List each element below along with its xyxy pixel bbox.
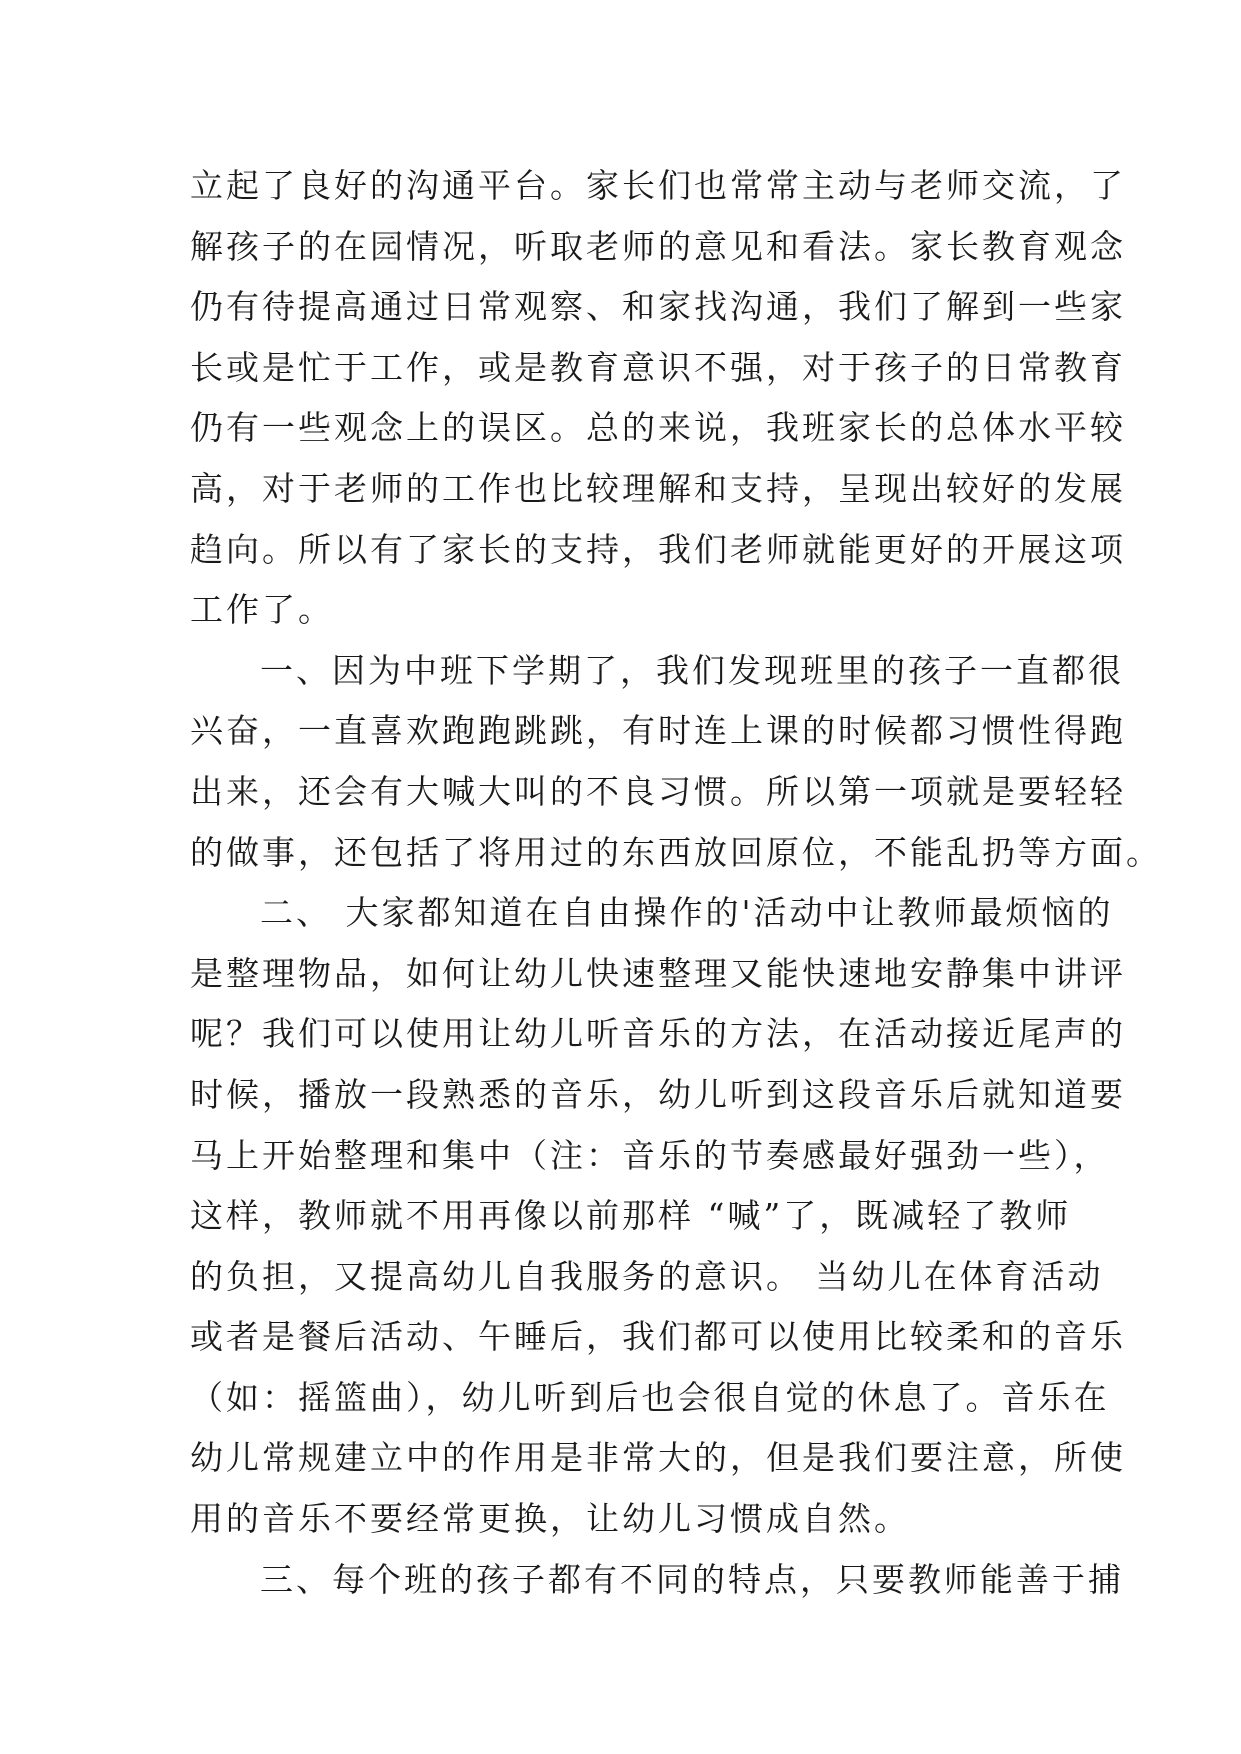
text-line: 高，对于老师的工作也比较理解和支持，呈现出较好的发展 (190, 468, 1126, 508)
text-line: 这样，教师就不用再像以前那样 “喊”了，既减轻了教师 (190, 1196, 1072, 1236)
paragraph-first-line: 二、 大家都知道在自由操作的'活动中让教师最烦恼的 (260, 893, 1114, 933)
text-line: 解孩子的在园情况，听取老师的意见和看法。家长教育观念 (190, 226, 1126, 266)
text-line: 趋向。所以有了家长的支持，我们老师就能更好的开展这项 (190, 529, 1126, 569)
paragraph-first-line: 一、因为中班下学期了，我们发现班里的孩子一直都很 (260, 650, 1124, 690)
text-line: 用的音乐不要经常更换，让幼儿习惯成自然。 (190, 1499, 910, 1539)
text-line: 的负担，又提高幼儿自我服务的意识。 当幼儿在体育活动 (190, 1256, 1104, 1296)
paragraph-first-line: 三、每个班的孩子都有不同的特点，只要教师能善于捕 (260, 1559, 1124, 1599)
text-line: 马上开始整理和集中（注：音乐的节奏感最好强劲一些）， (190, 1135, 1110, 1175)
text-line: 仍有待提高通过日常观察、和家找沟通，我们了解到一些家 (190, 287, 1126, 327)
text-line: 兴奋，一直喜欢跑跑跳跳，有时连上课的时候都习惯性得跑 (190, 711, 1126, 751)
text-line: 幼儿常规建立中的作用是非常大的，但是我们要注意，所使 (190, 1438, 1126, 1478)
text-line: 的做事，还包括了将用过的东西放回原位，不能乱扔等方面。 (190, 832, 1162, 872)
text-line: 呢？我们可以使用让幼儿听音乐的方法，在活动接近尾声的 (190, 1014, 1126, 1054)
text-line: （如：摇篮曲），幼儿听到后也会很自觉的休息了。音乐在 (190, 1377, 1110, 1417)
text-line: 出来，还会有大喊大叫的不良习惯。所以第一项就是要轻轻 (190, 771, 1126, 811)
text-line: 时候，播放一段熟悉的音乐，幼儿听到这段音乐后就知道要 (190, 1074, 1126, 1114)
text-line: 立起了良好的沟通平台。家长们也常常主动与老师交流，了 (190, 166, 1126, 205)
text-line: 仍有一些观念上的误区。总的来说，我班家长的总体水平较 (190, 408, 1126, 448)
text-line: 工作了。 (190, 590, 334, 630)
body-text (190, 156, 1162, 1610)
text-line: 或者是餐后活动、午睡后，我们都可以使用比较柔和的音乐 (190, 1317, 1126, 1357)
text-line: 是整理物品，如何让幼儿快速整理又能快速地安静集中讲评 (190, 953, 1126, 993)
text-line: 长或是忙于工作，或是教育意识不强，对于孩子的日常教育 (190, 347, 1126, 387)
